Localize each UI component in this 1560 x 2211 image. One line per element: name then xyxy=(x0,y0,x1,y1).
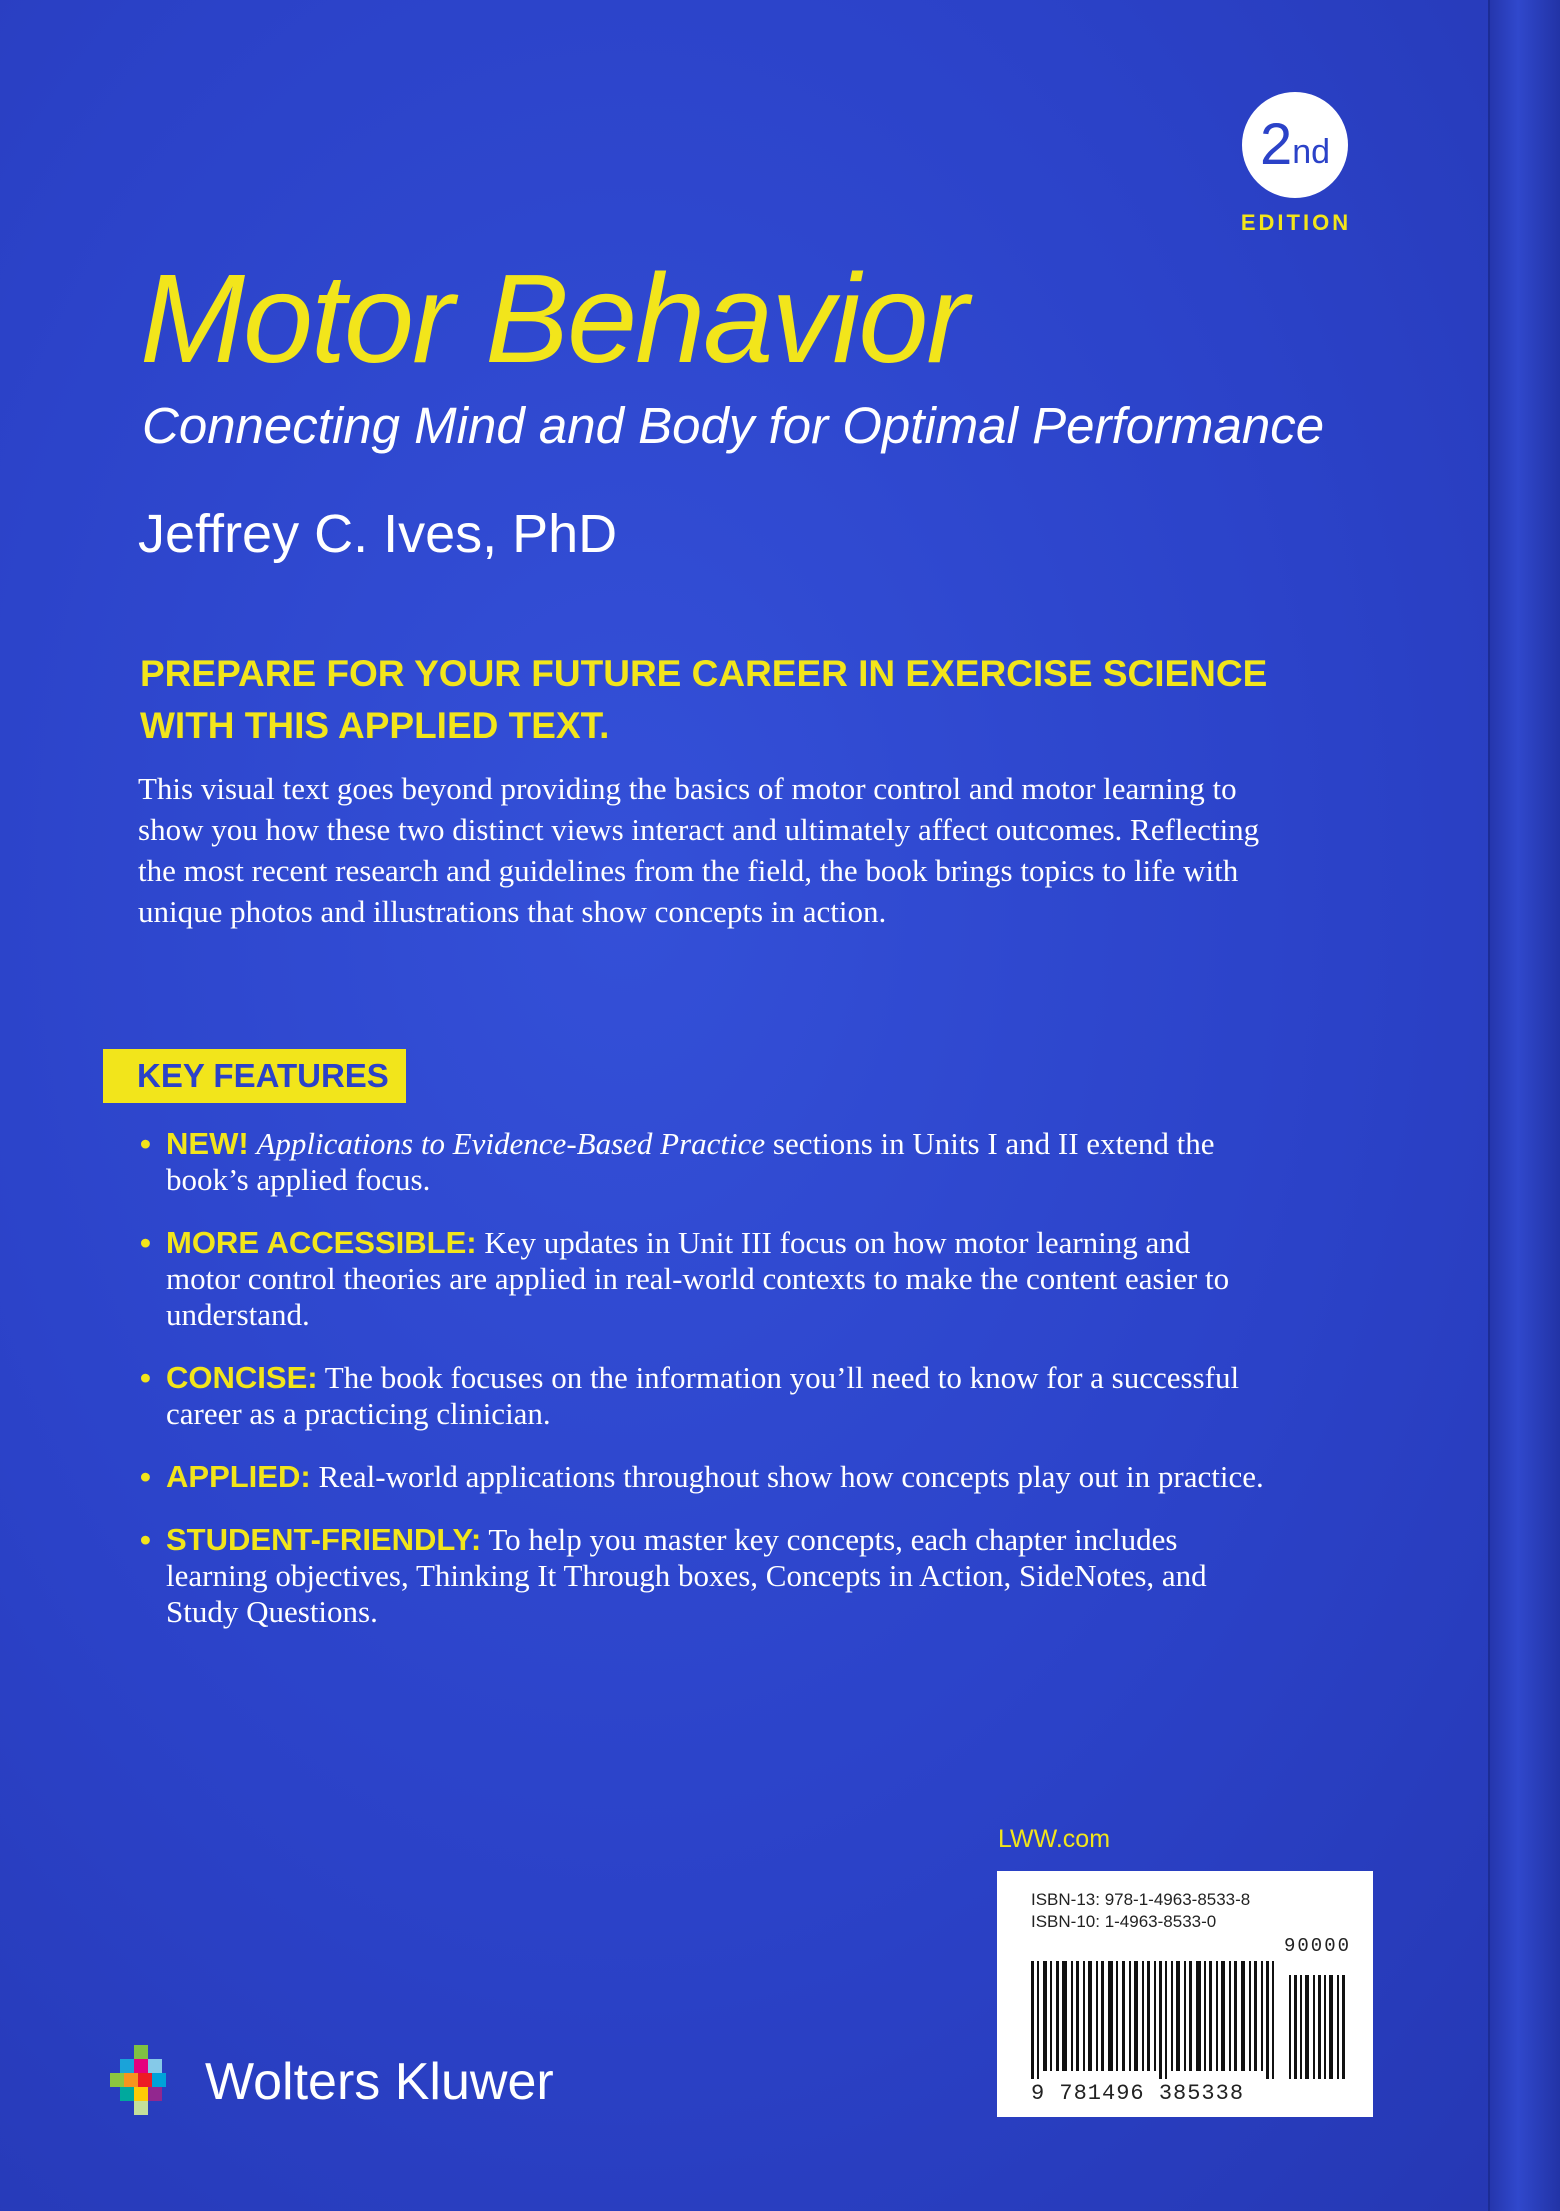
feature-text: The book focuses on the information you’ll need to know for a successful career as a practicing clinician. xyxy=(166,1360,1240,1431)
feature-label: STUDENT-FRIENDLY: xyxy=(166,1522,482,1557)
promo-headline-line-1: PREPARE FOR YOUR FUTURE CAREER IN EXERCISE SCIENCE xyxy=(140,653,1268,694)
promo-headline xyxy=(140,648,1340,752)
bullet-icon: • xyxy=(140,1126,151,1161)
price-code: 90000 xyxy=(1283,1935,1351,1957)
publisher-website: LWW.com xyxy=(998,1825,1111,1853)
edition-suffix: nd xyxy=(1292,132,1331,171)
barcode-digits: 9 781496 385338 xyxy=(1031,2081,1245,2106)
edition-label: EDITION xyxy=(1240,210,1352,235)
feature-item-new xyxy=(140,1126,1270,1198)
bullet-icon: • xyxy=(140,1360,151,1395)
promo-headline-line-2: WITH THIS APPLIED TEXT. xyxy=(140,705,610,746)
feature-text: Key updates in Unit III focus on how motor learning and motor control theories are applied in real-world contexts to make the content easier to understand. xyxy=(166,1225,1230,1332)
key-features-heading xyxy=(103,1049,406,1103)
wolters-kluwer-logo-icon xyxy=(110,2045,182,2117)
key-features-heading-text: KEY FEATURES xyxy=(137,1057,389,1094)
feature-label: APPLIED: xyxy=(166,1459,311,1494)
feature-label: NEW! xyxy=(166,1126,249,1161)
intro-paragraph: This visual text goes beyond providing the basics of motor control and motor learning to show you how these two distinct views interact and ultimately affect outcomes. Reflecting the most recent research and guidelines from the field, the book brings topics to life with unique photos and illustrations that show concepts in action. xyxy=(138,771,1260,929)
feature-item-student-friendly xyxy=(140,1522,1270,1630)
publisher-name: Wolters Kluwer xyxy=(205,2053,554,2111)
feature-item-applied xyxy=(140,1459,1270,1495)
feature-item-more-accessible xyxy=(140,1225,1270,1333)
feature-italic-text: Applications to Evidence-Based Practice xyxy=(256,1126,766,1161)
key-features-list xyxy=(140,1126,1270,1657)
bullet-icon: • xyxy=(140,1225,151,1260)
feature-text: To help you master key concepts, each chapter includes learning objectives, Thinking It Through boxes, Concepts in Action, SideNotes, and Study Questions. xyxy=(166,1522,1207,1629)
bullet-icon: • xyxy=(140,1522,151,1557)
book-author: Jeffrey C. Ives, PhD xyxy=(138,504,618,564)
isbn-10: ISBN-10: 1-4963-8533-0 xyxy=(1031,1912,1217,1931)
book-subtitle: Connecting Mind and Body for Optimal Performance xyxy=(142,397,1325,454)
feature-item-concise xyxy=(140,1360,1270,1432)
book-title: Motor Behavior xyxy=(140,248,967,389)
bullet-icon: • xyxy=(140,1459,151,1494)
feature-text: sections in Units I and II extend the book’s applied focus. xyxy=(166,1126,1215,1197)
isbn-barcode-box xyxy=(997,1871,1373,2117)
feature-label: CONCISE: xyxy=(166,1360,318,1395)
feature-text: Real-world applications throughout show how concepts play out in practice. xyxy=(318,1459,1264,1494)
barcode-icon xyxy=(1031,1961,1351,2079)
spine-edge xyxy=(1488,0,1560,2211)
edition-number: 2 xyxy=(1259,112,1291,177)
isbn-13: ISBN-13: 978-1-4963-8533-8 xyxy=(1031,1890,1251,1909)
edition-badge xyxy=(1242,92,1348,198)
feature-label: MORE ACCESSIBLE: xyxy=(166,1225,477,1260)
